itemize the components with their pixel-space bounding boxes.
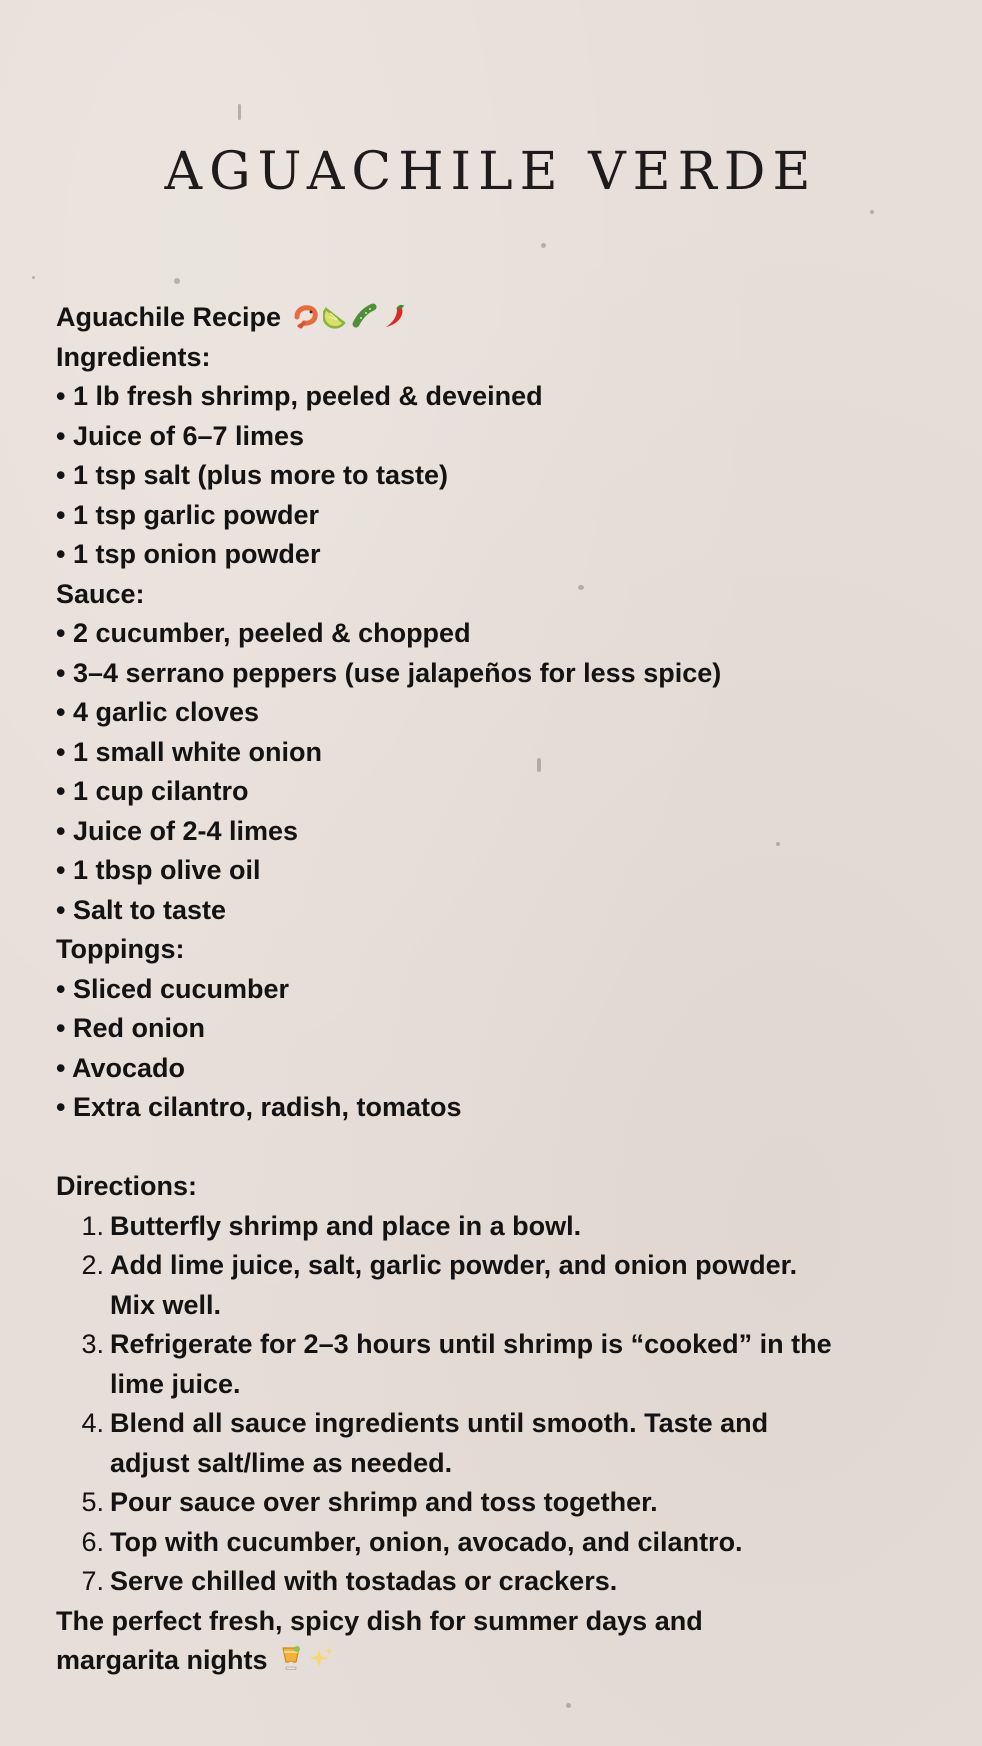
recipe-body	[56, 298, 936, 1681]
directions-heading: Directions:	[56, 1171, 198, 1201]
sparkles-icon	[307, 1644, 335, 1684]
step-text: Butterfly shrimp and place in a bowl.	[110, 1210, 582, 1241]
ingredients-heading: Ingredients:	[56, 341, 211, 372]
ingredient-item: • 1 tsp garlic powder	[56, 499, 320, 530]
paper-speck	[870, 210, 874, 214]
paper-speck	[566, 1703, 571, 1708]
sauce-item: • Salt to taste	[56, 894, 226, 925]
step-number: 6.	[81, 1526, 104, 1557]
paper-speck	[32, 276, 35, 279]
topping-item: • Avocado	[56, 1052, 185, 1083]
direction-step	[56, 1562, 936, 1602]
cocktail-icon	[279, 1644, 303, 1684]
recipe-heading	[56, 298, 936, 338]
step-number: 2.	[81, 1250, 104, 1280]
step-text: Refrigerate for 2–3 hours until shrimp is “cooked” in the lime juice.	[110, 1329, 832, 1399]
recipe-heading-text: Aguachile Recipe	[56, 302, 282, 332]
sauce-item: • 1 small white onion	[56, 736, 322, 767]
closing-line-text: margarita nights	[56, 1645, 268, 1675]
direction-step	[56, 1207, 936, 1247]
direction-step	[56, 1404, 936, 1483]
ingredient-item: • Juice of 6–7 limes	[56, 420, 305, 451]
sauce-item: • 2 cucumber, peeled & chopped	[56, 618, 471, 648]
topping-item: • Sliced cucumber	[56, 973, 290, 1004]
step-number: 7.	[81, 1566, 104, 1596]
step-text: Serve chilled with tostadas or crackers.	[110, 1566, 618, 1596]
ingredient-item: • 1 tsp salt (plus more to taste)	[56, 460, 449, 490]
section-spacer	[56, 1128, 936, 1168]
paper-speck	[238, 104, 241, 120]
sauce-heading: Sauce:	[56, 578, 145, 609]
page-title: AGUACHILE VERDE	[164, 142, 818, 202]
direction-step	[56, 1483, 936, 1523]
shrimp-icon	[293, 301, 319, 341]
sauce-item: • 4 garlic cloves	[56, 697, 260, 727]
step-text: Blend all sauce ingredients until smooth. Taste and adjust salt/lime as needed.	[110, 1408, 769, 1478]
sauce-item: • 3–4 serrano peppers (use jalapeños for less spice)	[56, 657, 722, 688]
step-number: 1.	[81, 1210, 104, 1241]
direction-step	[56, 1325, 936, 1404]
ingredient-item: • 1 tsp onion powder	[56, 539, 321, 569]
cucumber-icon	[351, 301, 377, 341]
step-number: 5.	[81, 1487, 104, 1517]
directions-list	[56, 1207, 936, 1602]
paper-speck	[541, 243, 546, 248]
step-text: Pour sauce over shrimp and toss together.	[110, 1487, 658, 1517]
sauce-item: • Juice of 2-4 limes	[56, 815, 299, 846]
toppings-heading: Toppings:	[56, 934, 185, 964]
sauce-item: • 1 cup cilantro	[56, 776, 249, 806]
paper-speck	[174, 278, 180, 284]
sauce-item: • 1 tbsp olive oil	[56, 855, 261, 885]
step-text: Add lime juice, salt, garlic powder, and onion powder. Mix well.	[110, 1250, 798, 1320]
topping-item: • Red onion	[56, 1013, 205, 1043]
closing-line	[56, 1641, 936, 1681]
direction-step	[56, 1523, 936, 1563]
ingredient-item: • 1 lb fresh shrimp, peeled & deveined	[56, 381, 543, 411]
step-number: 4.	[81, 1408, 104, 1438]
step-number: 3.	[81, 1329, 104, 1359]
direction-step	[56, 1246, 936, 1325]
lime-icon	[323, 301, 347, 341]
topping-item: • Extra cilantro, radish, tomatos	[56, 1092, 462, 1122]
chili-pepper-icon	[381, 301, 409, 341]
step-text: Top with cucumber, onion, avocado, and cilantro.	[110, 1526, 743, 1557]
closing-line: The perfect fresh, spicy dish for summer days and	[56, 1605, 703, 1636]
